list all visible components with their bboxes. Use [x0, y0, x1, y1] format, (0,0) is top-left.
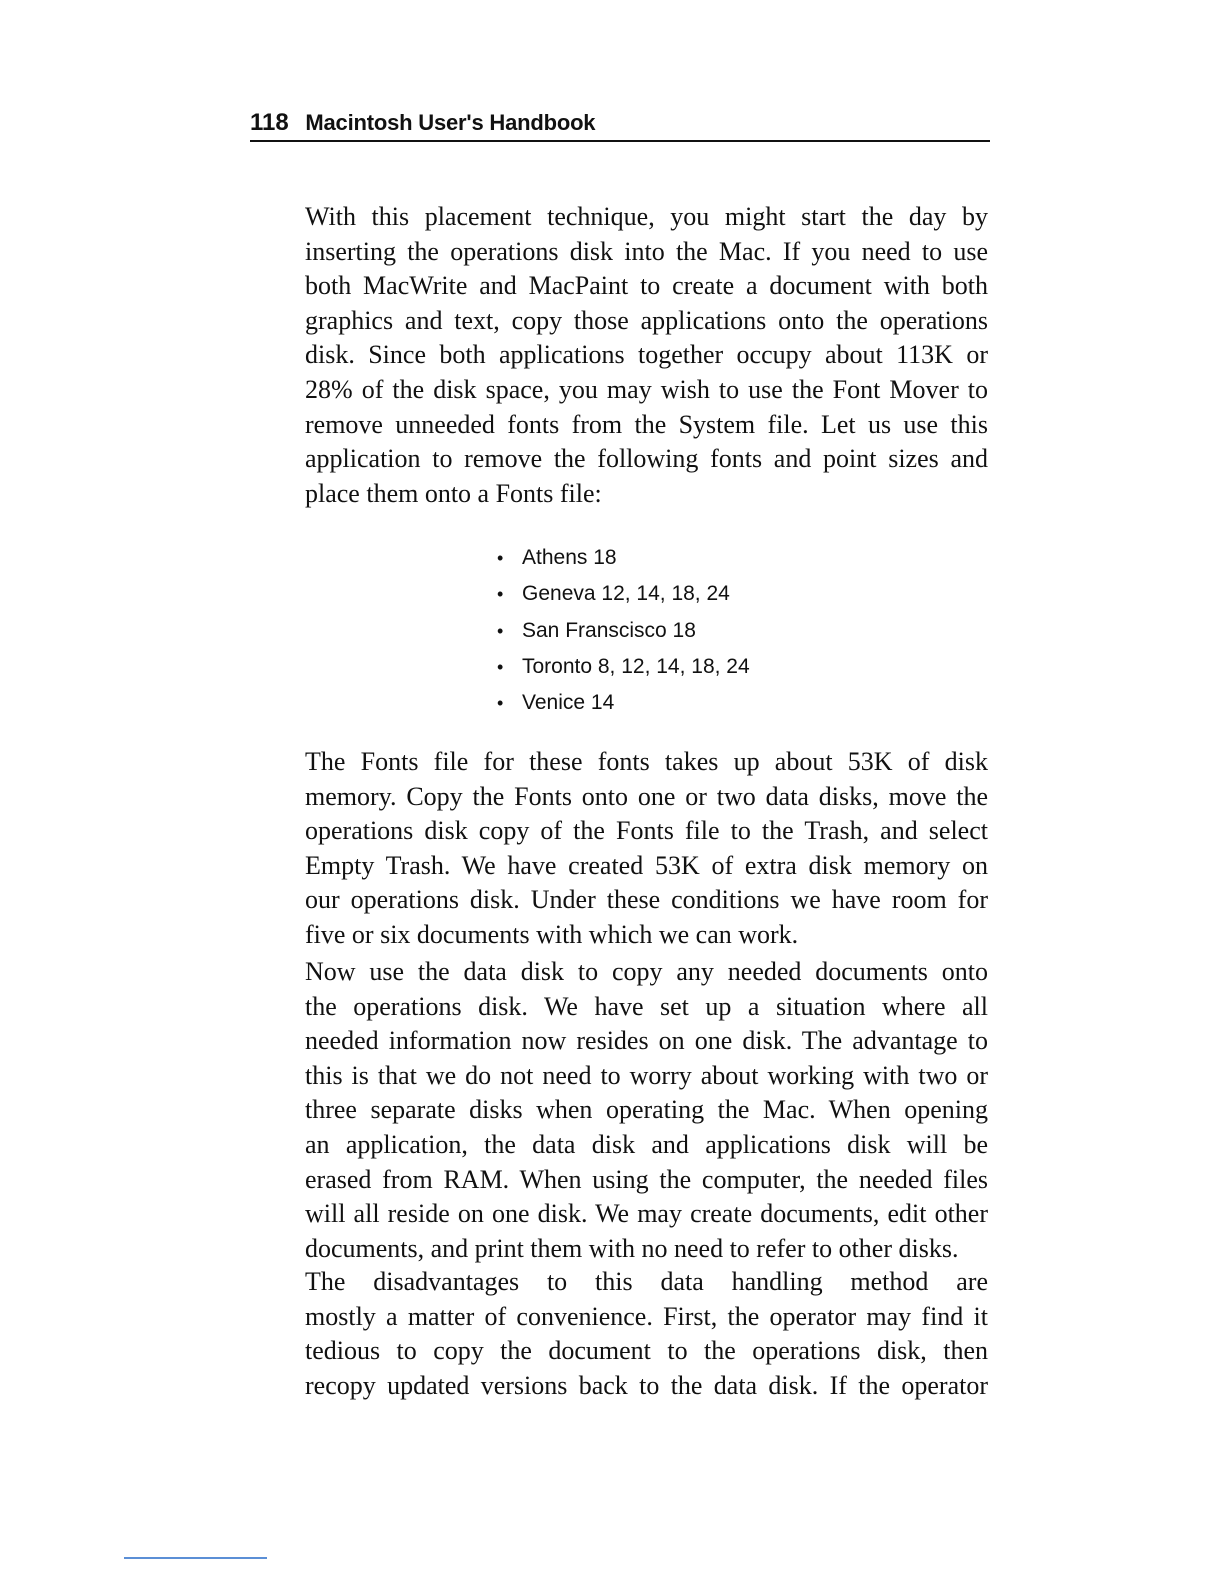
- text-line: inserting the operations disk into the Mac. If you need to use: [305, 236, 988, 266]
- list-item: [497, 613, 750, 649]
- list-item: [497, 685, 750, 721]
- bullet-icon: •: [497, 620, 504, 641]
- page-number: 118: [250, 109, 289, 136]
- paragraph-data-disk: [250, 955, 988, 1266]
- text-line: documents, and print them with no need to refer to other disks.: [305, 1233, 959, 1263]
- paragraph-placement-technique: [250, 200, 988, 511]
- text-line: three separate disks when operating the Mac. When opening: [305, 1095, 988, 1125]
- text-line: mostly a matter of convenience. First, the operator may find it: [305, 1301, 988, 1331]
- text-line: The disadvantages to this data handling method are: [305, 1267, 988, 1296]
- text-line: five or six documents with which we can work.: [305, 919, 799, 949]
- text-line: Now use the data disk to copy any needed documents onto: [305, 957, 988, 986]
- text-line: tedious to copy the document to the operations disk, then: [305, 1336, 988, 1366]
- text-line: place them onto a Fonts file:: [305, 478, 602, 508]
- text-line: both MacWrite and MacPaint to create a document with both: [305, 271, 988, 301]
- text-line: this is that we do not need to worry about working with two or: [305, 1060, 988, 1090]
- text-line: 28% of the disk space, you may wish to use the Font Mover to: [305, 374, 988, 404]
- text-line: recopy updated versions back to the data disk. If the operator: [305, 1370, 988, 1400]
- text-line: application to remove the following fonts and point sizes and: [305, 444, 988, 474]
- text-line: graphics and text, copy those applications onto the operations: [305, 305, 988, 335]
- text-line: remove unneeded fonts from the System file. Let us use this: [305, 409, 988, 439]
- text-line: an application, the data disk and applications disk will be: [305, 1129, 988, 1159]
- list-item-label: San Franscisco 18: [522, 618, 696, 642]
- fonts-list: [497, 540, 750, 721]
- text-line: disk. Since both applications together occupy about 113K or: [305, 340, 988, 370]
- list-item-label: Geneva 12, 14, 18, 24: [522, 582, 730, 606]
- paragraph-fonts-file: [250, 745, 988, 953]
- list-item: [497, 576, 750, 612]
- text-line: will all reside on one disk. We may create documents, edit other: [305, 1199, 988, 1229]
- bullet-icon: •: [497, 656, 504, 677]
- text-line: The Fonts file for these fonts takes up about 53K of disk: [305, 747, 988, 776]
- footnote-rule: [124, 1557, 267, 1559]
- text-line: erased from RAM. When using the computer, the needed files: [305, 1164, 988, 1194]
- text-line: memory. Copy the Fonts onto one or two data disks, move the: [305, 781, 988, 811]
- text-line: Empty Trash. We have created 53K of extra disk memory on: [305, 850, 988, 880]
- text-line: With this placement technique, you might start the day by: [305, 202, 988, 231]
- list-item: [497, 540, 750, 576]
- bullet-icon: •: [497, 548, 504, 568]
- text-line: the operations disk. We have set up a situation where all: [305, 991, 988, 1021]
- bullet-icon: •: [497, 693, 504, 714]
- text-line: operations disk copy of the Fonts file to the Trash, and select: [305, 816, 988, 846]
- bullet-icon: •: [497, 584, 504, 605]
- book-title: Macintosh User's Handbook: [305, 110, 596, 135]
- text-line: our operations disk. Under these conditions we have room for: [305, 885, 988, 915]
- list-item-label: Athens 18: [522, 546, 617, 569]
- paragraph-disadvantages: [250, 1265, 988, 1403]
- list-item-label: Venice 14: [522, 691, 615, 715]
- text-line: needed information now resides on one disk. The advantage to: [305, 1026, 988, 1056]
- running-head: [250, 106, 990, 142]
- list-item-label: Toronto 8, 12, 14, 18, 24: [522, 654, 750, 678]
- list-item: [497, 649, 750, 685]
